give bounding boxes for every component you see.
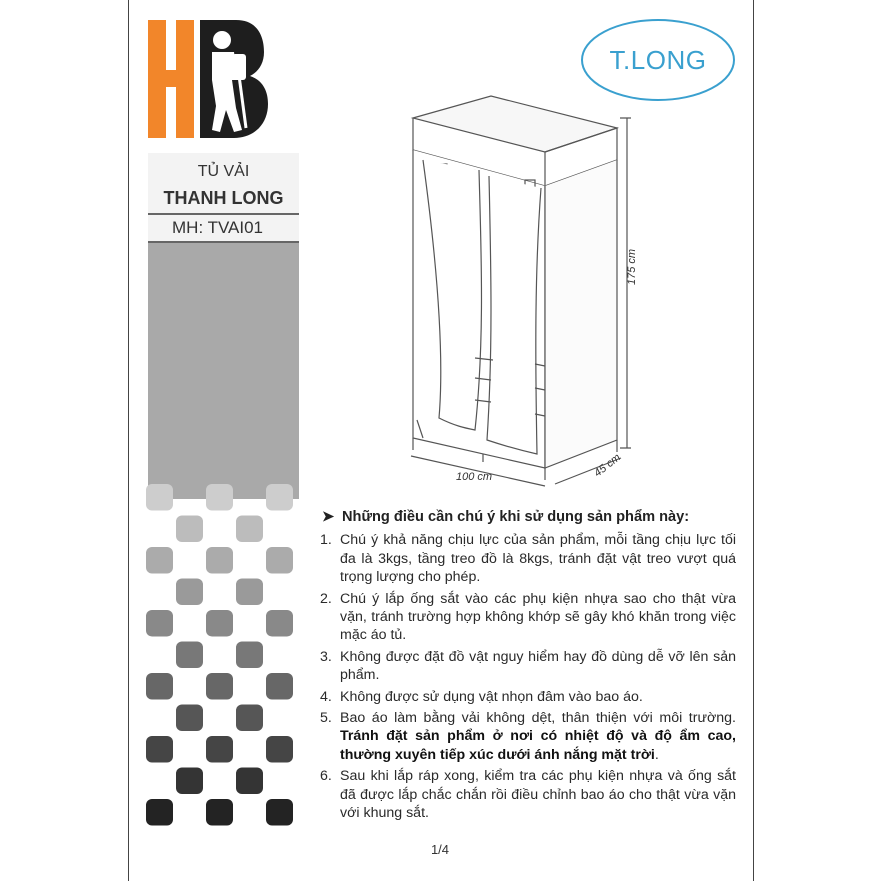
title-box	[148, 153, 299, 243]
note-item	[320, 688, 736, 706]
checker-tile	[206, 484, 233, 511]
note-item	[320, 767, 736, 822]
checker-tile	[266, 736, 293, 763]
checker-tile	[176, 642, 203, 669]
checker-tile	[236, 705, 263, 732]
height-dimension: 175 cm	[626, 248, 638, 285]
note-number: 5.	[320, 710, 332, 727]
checker-tile	[206, 673, 233, 700]
note-text: Chú ý khả năng chịu lực của sản phẩm, mỗi tầng chịu lực tối đa là 3kgs, tầng treo đồ là 8kgs, tránh đặt vật treo vượt quá trọng lượng cho phép.	[340, 532, 736, 586]
note-item	[320, 648, 736, 685]
checker-tile	[266, 610, 293, 637]
checker-tile	[146, 736, 173, 763]
checker-tile	[266, 673, 293, 700]
checker-tile	[146, 547, 173, 574]
width-dimension: 100 cm	[456, 471, 493, 483]
checker-tile	[206, 547, 233, 574]
checker-tile	[266, 484, 293, 511]
note-text: Sau khi lắp ráp xong, kiểm tra các phụ kiện nhựa và ống sắt đã được lắp chắc chắn rồi điều chỉnh bao áo cho thật vừa vặn với khung sắt.	[340, 768, 736, 822]
title-divider-bottom	[148, 241, 299, 243]
note-item	[320, 531, 736, 586]
note-text: Không được đặt đồ vật nguy hiểm hay đồ dùng dễ vỡ lên sản phẩm.	[340, 648, 736, 684]
wardrobe-drawing	[395, 88, 660, 490]
notes-heading	[320, 508, 736, 526]
note-bold-warning: Tránh đặt sản phẩm ở nơi có nhiệt độ và độ ẩm cao, thường xuyên tiếp xúc dưới ánh nắng mặt trời	[340, 728, 736, 763]
checker-tile	[146, 673, 173, 700]
arrow-bullet-icon: ➤	[322, 509, 335, 525]
checker-tile	[236, 516, 263, 543]
usage-notes	[320, 508, 736, 826]
checker-tile	[266, 547, 293, 574]
product-code: MH: TVAI01	[172, 218, 264, 237]
checker-pattern	[140, 478, 310, 833]
note-number: 6.	[320, 768, 332, 785]
depth-dimension: 45 cm	[592, 451, 624, 480]
checker-tile	[176, 705, 203, 732]
note-text: Chú ý lắp ống sắt vào các phụ kiện nhựa sao cho thật vừa vặn, tránh trường hợp không khớp sẽ gây khó khăn trong việc mặc áo tủ.	[340, 590, 736, 644]
checker-tile	[176, 516, 203, 543]
note-text: Bao áo làm bằng vải không dệt, thân thiện với môi trường.	[340, 710, 736, 727]
note-item	[320, 709, 736, 764]
checker-tile	[206, 610, 233, 637]
checker-tile	[176, 768, 203, 795]
checker-tile	[206, 736, 233, 763]
checker-tile	[146, 610, 173, 637]
title-panel	[148, 153, 299, 499]
page-number: 1/4	[430, 842, 450, 857]
notes-title: Những điều cần chú ý khi sử dụng sản phẩm này:	[342, 509, 690, 525]
checker-tile	[206, 799, 233, 826]
note-text: Không được sử dụng vật nhọn đâm vào bao áo.	[340, 688, 643, 705]
product-name: THANH LONG	[163, 188, 284, 208]
checker-tile	[236, 642, 263, 669]
tlong-badge-text: T.LONG	[609, 45, 707, 75]
product-type: TỦ VẢI	[197, 163, 250, 180]
note-item	[320, 590, 736, 645]
note-number: 4.	[320, 688, 332, 705]
checker-tile	[176, 579, 203, 606]
note-number: 3.	[320, 648, 332, 665]
checker-tile	[236, 579, 263, 606]
note-number: 2.	[320, 590, 332, 607]
hb-logo	[148, 18, 270, 140]
note-number: 1.	[320, 532, 332, 549]
checker-tile	[236, 768, 263, 795]
checker-tile	[146, 484, 173, 511]
note-tail: .	[654, 746, 659, 763]
checker-tile	[146, 799, 173, 826]
title-divider	[148, 213, 299, 215]
checker-tile	[266, 799, 293, 826]
